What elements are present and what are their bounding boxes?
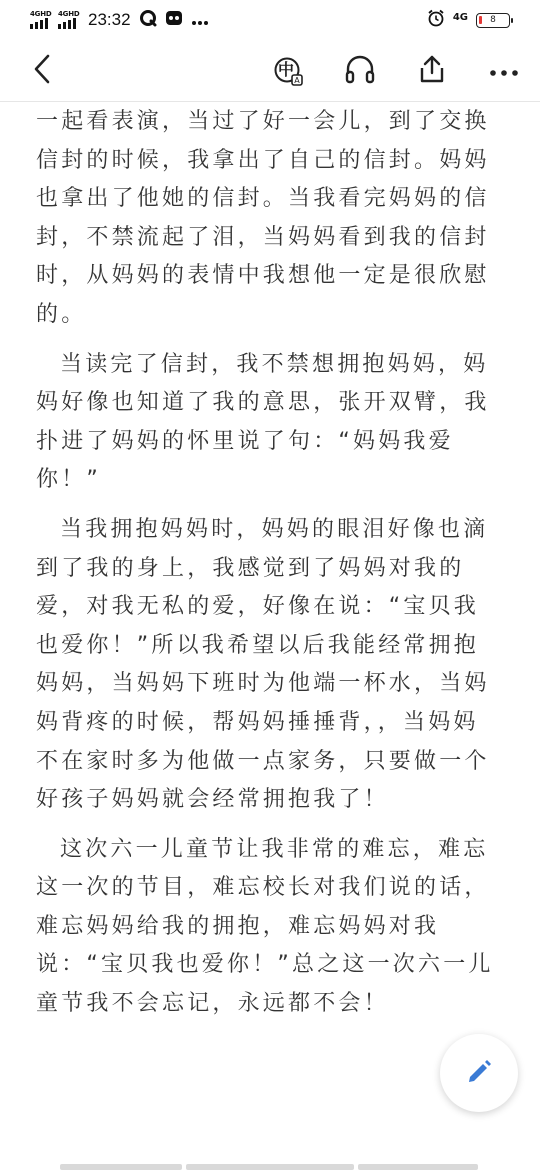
listen-button[interactable]: [340, 51, 380, 91]
svg-text:A: A: [294, 76, 300, 85]
status-right: [427, 9, 510, 31]
article-paragraph-2: 当读完了信封，我不禁想拥抱妈妈，妈妈好像也知道了我的意思，张开双臂，我扑进了妈妈的怀里说了句：“妈妈我爱你！”: [36, 351, 490, 493]
network-signal-icon: [30, 10, 54, 30]
reader-toolbar: [0, 40, 540, 102]
back-button[interactable]: [22, 51, 62, 91]
translate-zh-icon: [273, 56, 303, 86]
more-dots-icon: [191, 11, 209, 30]
article-paragraph-1: 一起看表演，当过了好一会儿，到了交换信封的时候，我拿出了自己的信封。妈妈也拿出了他她的信封。当我看完妈妈的信封，不禁流起了泪，当妈妈看到我的信封时，从妈妈的表情中我想他一定是很欣慰的。: [36, 109, 490, 327]
back-arrow-icon: [31, 54, 53, 88]
more-button[interactable]: [484, 51, 524, 91]
bottom-bar-edge: [0, 1164, 540, 1170]
status-left: [30, 8, 209, 32]
network-label-1: 4GHD: [30, 10, 52, 18]
article-paragraph-3: 当我拥抱妈妈时，妈妈的眼泪好像也滴到了我的身上，我感觉到了妈妈对我的爱，对我无私的爱，好像在说：“宝贝我也爱你！”所以我希望以后我能经常拥抱妈妈，当妈妈下班时为他端一杯水，当妈妈背疼的时候，帮妈妈捶捶背，，当妈妈不在家时多为他做一点家务，只要做一个好孩子妈妈就会经常拥抱我了！: [36, 516, 490, 813]
translate-button[interactable]: [268, 51, 308, 91]
translate-label: 中: [278, 60, 295, 79]
headphones-icon: [344, 54, 376, 88]
alarm-clock-icon: [427, 9, 445, 31]
network-label-2: 4GHD: [58, 10, 80, 18]
battery-icon: [476, 13, 510, 28]
network-signal-icon-2: [58, 10, 82, 30]
article-paragraph-4: 这次六一儿童节让我非常的难忘，难忘这一次的节目，难忘校长对我们说的话，难忘妈妈给我的拥抱，难忘妈妈对我说：“宝贝我也爱你！”总之这一次六一儿童节我不会忘记，永远都不会！: [36, 836, 494, 1017]
pencil-edit-icon: [464, 1056, 494, 1090]
status-time: 23:32: [88, 10, 131, 29]
share-icon: [418, 54, 446, 88]
more-icon: [489, 62, 519, 81]
status-bar: [0, 0, 540, 40]
article-content: [36, 103, 496, 1035]
share-button[interactable]: [412, 51, 452, 91]
q-app-icon: [139, 9, 157, 31]
edit-fab-button[interactable]: [440, 1034, 518, 1112]
signal-4g-label: 4G: [452, 11, 468, 23]
battery-level: 8: [490, 14, 496, 25]
chat-app-icon: [165, 9, 183, 31]
